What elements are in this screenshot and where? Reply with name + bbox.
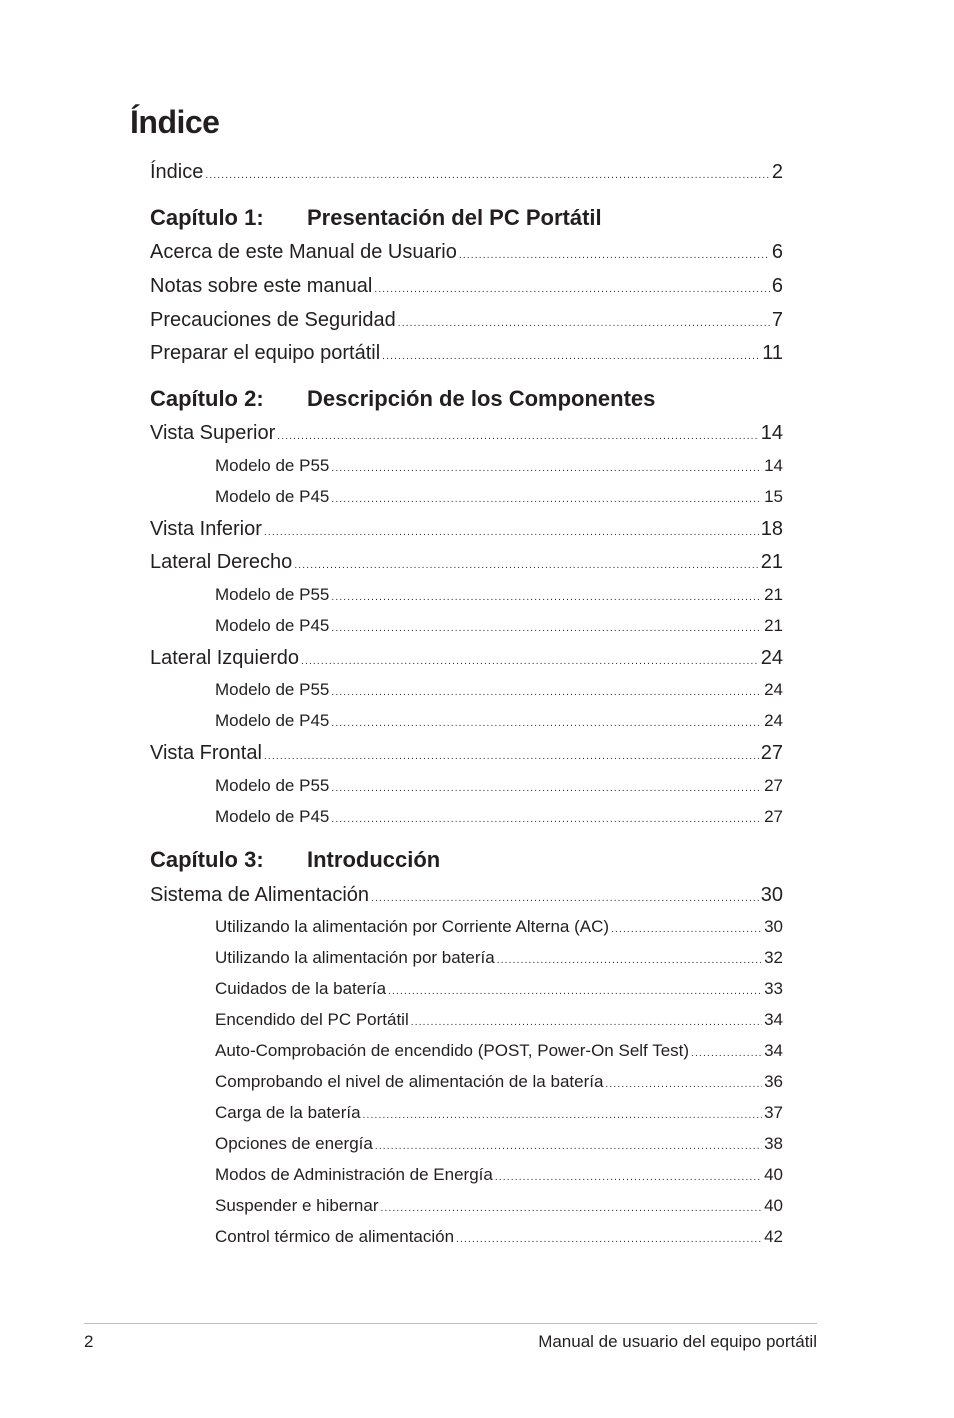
toc-entry[interactable] — [150, 309, 783, 332]
dot-leader — [611, 924, 762, 935]
toc-page-number: 6 — [771, 275, 783, 297]
toc-entry-label: Cuidados de la batería — [215, 979, 387, 998]
toc-subentry[interactable] — [215, 1165, 783, 1185]
toc-entry-label: Vista Frontal — [150, 742, 262, 764]
toc-entry-label: Control térmico de alimentación — [215, 1227, 455, 1246]
dot-leader — [411, 1017, 762, 1028]
dot-leader — [294, 560, 758, 571]
chapter-title: Descripción de los Componentes — [307, 386, 656, 411]
toc-entry-label: Modelo de P45 — [215, 487, 330, 506]
toc-entry-label: Modelo de P55 — [215, 585, 330, 604]
toc-subentry[interactable] — [215, 680, 783, 700]
toc-subentry[interactable] — [215, 776, 783, 796]
toc-entry-label: Notas sobre este manual — [150, 275, 373, 297]
dot-leader — [456, 1234, 762, 1245]
toc-page-number: 37 — [764, 1103, 783, 1122]
toc-entry-label: Carga de la batería — [215, 1103, 361, 1122]
dot-leader — [264, 751, 759, 762]
toc-subentry[interactable] — [215, 1134, 783, 1154]
toc-entry-label: Índice — [150, 161, 204, 183]
toc-subentry[interactable] — [215, 807, 783, 827]
toc-entry-label: Modelo de P55 — [215, 456, 330, 475]
dot-leader — [331, 814, 762, 825]
dot-leader — [301, 656, 759, 667]
toc-entry-label: Utilizando la alimentación por Corriente Alterna (AC) — [215, 917, 610, 936]
toc-entry-label: Comprobando el nivel de alimentación de la batería — [215, 1072, 604, 1091]
dot-leader — [331, 623, 762, 634]
footer-page-number: 2 — [84, 1332, 94, 1351]
toc-entry[interactable] — [150, 241, 783, 264]
toc-entry-label: Auto-Comprobación de encendido (POST, Power-On Self Test) — [215, 1041, 690, 1060]
dot-leader — [398, 318, 770, 329]
toc-entry-label: Lateral Izquierdo — [150, 647, 299, 669]
toc-page-number: 24 — [764, 680, 783, 699]
dot-leader — [277, 431, 758, 442]
toc-subentry[interactable] — [215, 917, 783, 937]
toc-subentry[interactable] — [215, 1072, 783, 1092]
toc-entry[interactable] — [150, 422, 783, 445]
toc-entry[interactable] — [150, 884, 783, 907]
toc-page-number: 27 — [760, 742, 783, 764]
toc-page-number: 6 — [771, 241, 783, 263]
toc-page-number: 15 — [764, 487, 783, 506]
toc-page-number: 34 — [764, 1041, 783, 1060]
toc-chapter-heading — [150, 205, 602, 231]
dot-leader — [371, 893, 759, 904]
toc-entry-label: Modelo de P55 — [215, 776, 330, 795]
dot-leader — [331, 718, 762, 729]
toc-entry-label: Precauciones de Seguridad — [150, 309, 396, 331]
dot-leader — [375, 1141, 762, 1152]
dot-leader — [691, 1048, 762, 1059]
toc-entry-label: Opciones de energía — [215, 1134, 373, 1153]
toc-page-number: 30 — [760, 884, 783, 906]
toc-page-number: 2 — [771, 161, 783, 183]
dot-leader — [388, 986, 762, 997]
toc-entry-label: Modos de Administración de Energía — [215, 1165, 493, 1184]
footer-manual-title: Manual de usuario del equipo portátil — [538, 1332, 817, 1351]
dot-leader — [605, 1079, 762, 1090]
toc-subentry[interactable] — [215, 585, 783, 605]
toc-page-number: 33 — [764, 979, 783, 998]
toc-entry-label: Vista Inferior — [150, 518, 262, 540]
toc-entry[interactable] — [150, 161, 783, 184]
toc-page-number: 21 — [764, 616, 783, 635]
toc-entry-label: Utilizando la alimentación por batería — [215, 948, 495, 967]
toc-page-number: 32 — [764, 948, 783, 967]
toc-entry-label: Vista Superior — [150, 422, 276, 444]
toc-entry-label: Encendido del PC Portátil — [215, 1010, 409, 1029]
toc-page-number: 30 — [764, 917, 783, 936]
toc-entry-label: Lateral Derecho — [150, 551, 293, 573]
toc-entry-label: Suspender e hibernar — [215, 1196, 379, 1215]
toc-page-number: 24 — [760, 647, 783, 669]
toc-entry[interactable] — [150, 551, 783, 574]
toc-subentry[interactable] — [215, 456, 783, 476]
dot-leader — [331, 687, 762, 698]
toc-page-number: 14 — [760, 422, 783, 444]
chapter-title: Introducción — [307, 847, 441, 872]
dot-leader — [331, 592, 762, 603]
toc-entry[interactable] — [150, 742, 783, 765]
toc-subentry[interactable] — [215, 1041, 783, 1061]
toc-page-number: 40 — [764, 1165, 783, 1184]
dot-leader — [264, 527, 759, 538]
toc-page-number: 7 — [771, 309, 783, 331]
toc-chapter-heading — [150, 847, 440, 873]
toc-page-number: 27 — [764, 807, 783, 826]
toc-subentry[interactable] — [215, 616, 783, 636]
page-title: Índice — [130, 104, 220, 140]
dot-leader — [381, 1203, 763, 1214]
toc-entry-label: Modelo de P45 — [215, 616, 330, 635]
toc-page-number: 21 — [760, 551, 783, 573]
dot-leader — [331, 783, 762, 794]
toc-subentry[interactable] — [215, 711, 783, 731]
toc-entry-label: Modelo de P45 — [215, 807, 330, 826]
toc-subentry[interactable] — [215, 1196, 783, 1216]
toc-page-number: 40 — [764, 1196, 783, 1215]
toc-page-number: 36 — [764, 1072, 783, 1091]
toc-entry[interactable] — [150, 275, 783, 298]
dot-leader — [205, 170, 770, 181]
toc-page-number: 11 — [762, 342, 783, 364]
toc-page-number: 42 — [764, 1227, 783, 1246]
toc-subentry[interactable] — [215, 487, 783, 507]
toc-page-number: 24 — [764, 711, 783, 730]
dot-leader — [497, 955, 762, 966]
toc-subentry[interactable] — [215, 1227, 783, 1247]
dot-leader — [374, 284, 770, 295]
toc-subentry[interactable] — [215, 979, 783, 999]
chapter-title: Presentación del PC Portátil — [307, 205, 602, 230]
toc-entry-label: Acerca de este Manual de Usuario — [150, 241, 457, 263]
toc-page-number: 18 — [760, 518, 783, 540]
dot-leader — [363, 1110, 763, 1121]
toc-page-number: 27 — [764, 776, 783, 795]
toc-subentry[interactable] — [215, 1010, 783, 1030]
toc-entry-label: Sistema de Alimentación — [150, 884, 370, 906]
toc-page-number: 34 — [764, 1010, 783, 1029]
toc-entry-label: Modelo de P45 — [215, 711, 330, 730]
toc-entry[interactable] — [150, 518, 783, 541]
dot-leader — [382, 351, 760, 362]
dot-leader — [495, 1172, 762, 1183]
chapter-number: Capítulo 1: — [150, 205, 264, 230]
dot-leader — [459, 250, 770, 261]
toc-subentry[interactable] — [215, 948, 783, 968]
dot-leader — [331, 494, 762, 505]
toc-page-number: 21 — [764, 585, 783, 604]
dot-leader — [331, 463, 762, 474]
toc-entry[interactable] — [150, 342, 783, 365]
toc-entry-label: Preparar el equipo portátil — [150, 342, 381, 364]
toc-entry[interactable] — [150, 647, 783, 670]
toc-page-number: 38 — [764, 1134, 783, 1153]
toc-chapter-heading — [150, 386, 655, 412]
toc-subentry[interactable] — [215, 1103, 783, 1123]
toc-entry-label: Modelo de P55 — [215, 680, 330, 699]
chapter-number: Capítulo 2: — [150, 386, 264, 411]
toc-page-number: 14 — [764, 456, 783, 475]
chapter-number: Capítulo 3: — [150, 847, 264, 872]
footer-divider — [84, 1323, 817, 1324]
